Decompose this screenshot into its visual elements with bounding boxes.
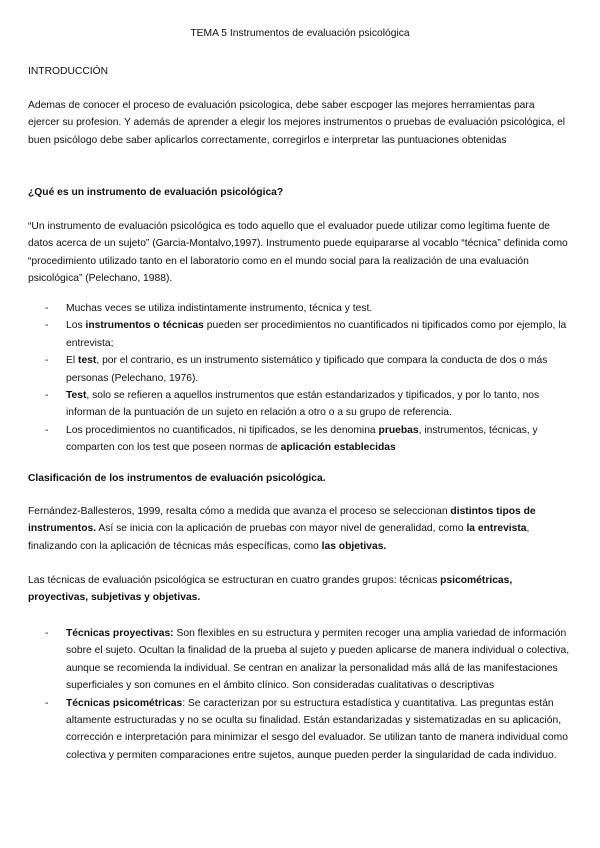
document-title: TEMA 5 Instrumentos de evaluación psicológica	[190, 28, 410, 39]
question-heading: ¿Qué es un instrumento de evaluación psicológica?	[28, 187, 284, 198]
list-item: - Test, solo se refieren a aquellos instrumentos que están estandarizados y tipificados, y por lo tanto, nos informan de la puntuación de un sujeto en relación a otro o a su grupo de referencia.	[45, 390, 540, 419]
list-item: - Los procedimientos no cuantificados, ni tipificados, se les denomina pruebas, instrumentos, técnicas, y comparten con los test que poseen normas de aplicación establecidas	[45, 424, 538, 454]
definition-paragraph: “Un instrumento de evaluación psicológica es todo aquello que el evaluador puede utilizar como legítima fuente de datos acerca de un sujeto” (Garcia-Montalvo,1997). Instrumento puede equipararse al vocablo “técnica” definida como “procedimiento utilizado tanto en el laboratorio como en el mundo social para la realización de una evaluación psicológica” (Pelechano, 1988).	[28, 221, 568, 285]
instrument-bullet-list	[28, 300, 578, 457]
technique-groups-paragraph: Las técnicas de evaluación psicológica se estructuran en cuatro grandes grupos: técnicas psicométricas, proyectivas, subjetivas y objetivas.	[28, 575, 513, 604]
list-item: - Muchas veces se utiliza indistintamente instrumento, técnica y test.	[45, 303, 373, 314]
list-item: - Técnicas proyectivas: Son flexibles en su estructura y permiten recoger una amplia variedad de información sobre el sujeto. Ocultan la finalidad de la prueba al sujeto y pueden aplicarse de manera individual o colectiva, aunque se recomienda la individual. Se centran en analizar la personalidad más allá de las manifestaciones superficiales y son comunes en el ámbito clínico. Son consideradas cualitativas o descriptivas	[45, 628, 570, 692]
list-item: - Los instrumentos o técnicas pueden ser procedimientos no cuantificados ni tipificados como por ejemplo, la entrevista;	[45, 320, 567, 349]
fernandez-ballesteros-paragraph: Fernández-Ballesteros, 1999, resalta cómo a medida que avanza el proceso se seleccionan distintos tipos de instrumentos. Así se inicia con la aplicación de pruebas con mayor nivel de generalidad, como la entrevista, finalizando con la aplicación de técnicas más específicas, como las objetivas.	[28, 506, 536, 552]
intro-heading: INTRODUCCIÓN	[28, 66, 109, 77]
list-item: - Técnicas psicométricas: Se caracterizan por su estructura estadística y cuantitativa. Las preguntas están altamente estructuradas y no se oculta su finalidad. Están estandarizadas y sistematizadas en su aplicación, corrección e interpretación para minimizar el sesgo del evaluador. Se utilizan tanto de manera individual como colectiva y permiten comparaciones entre sujetos, aunque pueden perder la singularidad de cada individuo.	[45, 697, 568, 761]
intro-paragraph: Ademas de conocer el proceso de evaluación psicologica, debe saber escpoger las mejores herramientas para ejercer su profesion. Y además de aprender a elegir los mejores instrumentos o pruebas de evaluación psicológica, el buen psicólogo debe saber aplicarlos correctamente, corregirlos e interpretar las puntuaciones obtenidas	[28, 100, 566, 146]
list-item: - El test, por el contrario, es un instrumento sistemático y tipificado que compara la conducta de dos o más personas (Pelechano, 1976).	[45, 355, 548, 384]
technique-bullet-list	[28, 625, 578, 764]
classification-heading: Clasificación de los instrumentos de evaluación psicológica.	[28, 473, 326, 484]
